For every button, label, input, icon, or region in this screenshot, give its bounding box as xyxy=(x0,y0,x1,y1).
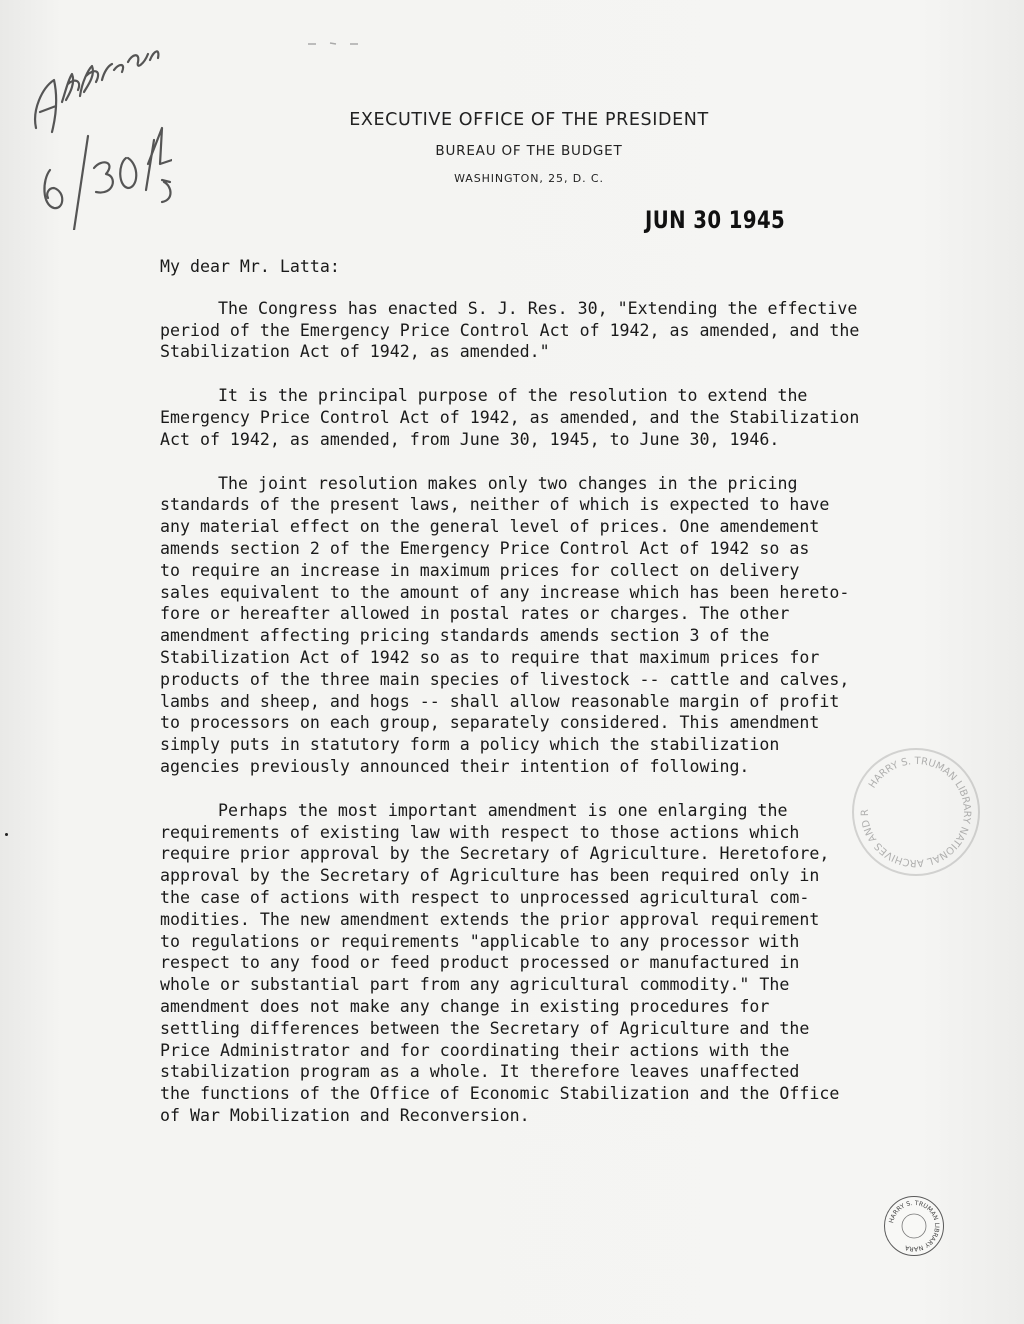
library-stamp xyxy=(852,748,980,876)
paragraph-line: modities. The new amendment extends the prior approval requirement xyxy=(160,909,820,929)
paragraph-line: of War Mobilization and Reconversion. xyxy=(160,1105,530,1125)
paragraph-line: to regulations or requirements "applicable to any processor with xyxy=(160,931,800,951)
paragraph-line: simply puts in statutory form a policy which the stabilization xyxy=(160,735,780,755)
letter-body xyxy=(160,256,960,1149)
paragraph-line: amends section 2 of the Emergency Price Control Act of 1942 so as xyxy=(160,538,810,558)
nara-stamp-text: HARRY S. TRUMAN LIBRARY NARA xyxy=(888,1199,941,1253)
paragraph-line: require prior approval by the Secretary of Agriculture. Heretofore, xyxy=(160,844,830,864)
nara-stamp xyxy=(884,1196,944,1256)
letter-paragraphs xyxy=(160,298,960,1127)
paragraph-line: lambs and sheep, and hogs -- shall allow reasonable margin of profit xyxy=(160,691,840,711)
paragraph-line: amendment does not make any change in existing procedures for xyxy=(160,996,770,1016)
library-stamp-text: HARRY S. TRUMAN LIBRARY NATIONAL ARCHIVES AND R xyxy=(859,755,973,869)
date-stamp: JUN 30 1945 xyxy=(645,206,786,234)
svg-text:HARRY S. TRUMAN LIBRARY NATION xyxy=(854,750,972,868)
letterhead-bureau: BUREAU OF THE BUDGET xyxy=(435,143,623,159)
paragraph-line: to processors on each group, separately considered. This amendment xyxy=(160,713,820,733)
paragraph-line: any material effect on the general level of prices. One amendement xyxy=(160,517,820,537)
svg-text:HARRY S. TRUMAN LIBRARY NARA xyxy=(888,1200,940,1252)
paragraph-line: the case of actions with respect to unprocessed agricultural com- xyxy=(160,887,810,907)
paragraph-line: products of the three main species of livestock -- cattle and calves, xyxy=(160,669,850,689)
paragraph-line: Stabilization Act of 1942, as amended." xyxy=(160,342,550,362)
paragraph-line: The Congress has enacted S. J. Res. 30, "Extending the effective xyxy=(218,298,858,318)
paragraph-line: approval by the Secretary of Agriculture has been required only in xyxy=(160,866,820,886)
paragraph-line: It is the principal purpose of the resolution to extend the xyxy=(218,386,808,406)
paragraph-line: agencies previously announced their intention of following. xyxy=(160,756,750,776)
handwritten-approval-signature xyxy=(22,40,172,230)
paragraph-line: Stabilization Act of 1942 so as to require that maximum prices for xyxy=(160,647,820,667)
paragraph-line: The joint resolution makes only two changes in the pricing xyxy=(218,473,798,493)
letterhead-address: WASHINGTON, 25, D. C. xyxy=(454,172,604,185)
paragraph-line: respect to any food or feed product processed or manufactured in xyxy=(160,953,800,973)
nara-stamp-ring xyxy=(885,1197,943,1255)
paragraph xyxy=(160,800,960,1127)
paragraph-line: sales equivalent to the amount of any increase which has been hereto- xyxy=(160,582,850,602)
faint-mark xyxy=(306,40,366,48)
paragraph-line: stabilization program as a whole. It therefore leaves unaffected xyxy=(160,1062,800,1082)
paragraph-line: fore or hereafter allowed in postal rates or charges. The other xyxy=(160,604,790,624)
paragraph-line: Emergency Price Control Act of 1942, as amended, and the Stabilization xyxy=(160,407,860,427)
library-stamp-ring xyxy=(854,750,978,874)
paragraph-line: requirements of existing law with respect to those actions which xyxy=(160,822,800,842)
paragraph-line: to require an increase in maximum prices for collect on delivery xyxy=(160,560,800,580)
margin-dot xyxy=(5,833,8,836)
paragraph-line: whole or substantial part from any agricultural commodity." The xyxy=(160,975,790,995)
paragraph-line: the functions of the Office of Economic Stabilization and the Office xyxy=(160,1084,840,1104)
salutation: My dear Mr. Latta: xyxy=(160,257,340,276)
paragraph-line: settling differences between the Secretary of Agriculture and the xyxy=(160,1018,810,1038)
letterhead-office: EXECUTIVE OFFICE OF THE PRESIDENT xyxy=(349,110,709,130)
paragraph-line: Price Administrator and for coordinating their actions with the xyxy=(160,1040,790,1060)
paragraph-line: standards of the present laws, neither of which is expected to have xyxy=(160,495,830,515)
paragraph-line: Act of 1942, as amended, from June 30, 1945, to June 30, 1946. xyxy=(160,429,780,449)
paragraph-line: Perhaps the most important amendment is one enlarging the xyxy=(218,800,788,820)
paragraph xyxy=(160,473,960,778)
paragraph xyxy=(160,385,960,450)
paragraph-line: period of the Emergency Price Control Act of 1942, as amended, and the xyxy=(160,320,860,340)
paragraph-line: amendment affecting pricing standards amends section 3 of the xyxy=(160,626,770,646)
paragraph xyxy=(160,298,960,363)
